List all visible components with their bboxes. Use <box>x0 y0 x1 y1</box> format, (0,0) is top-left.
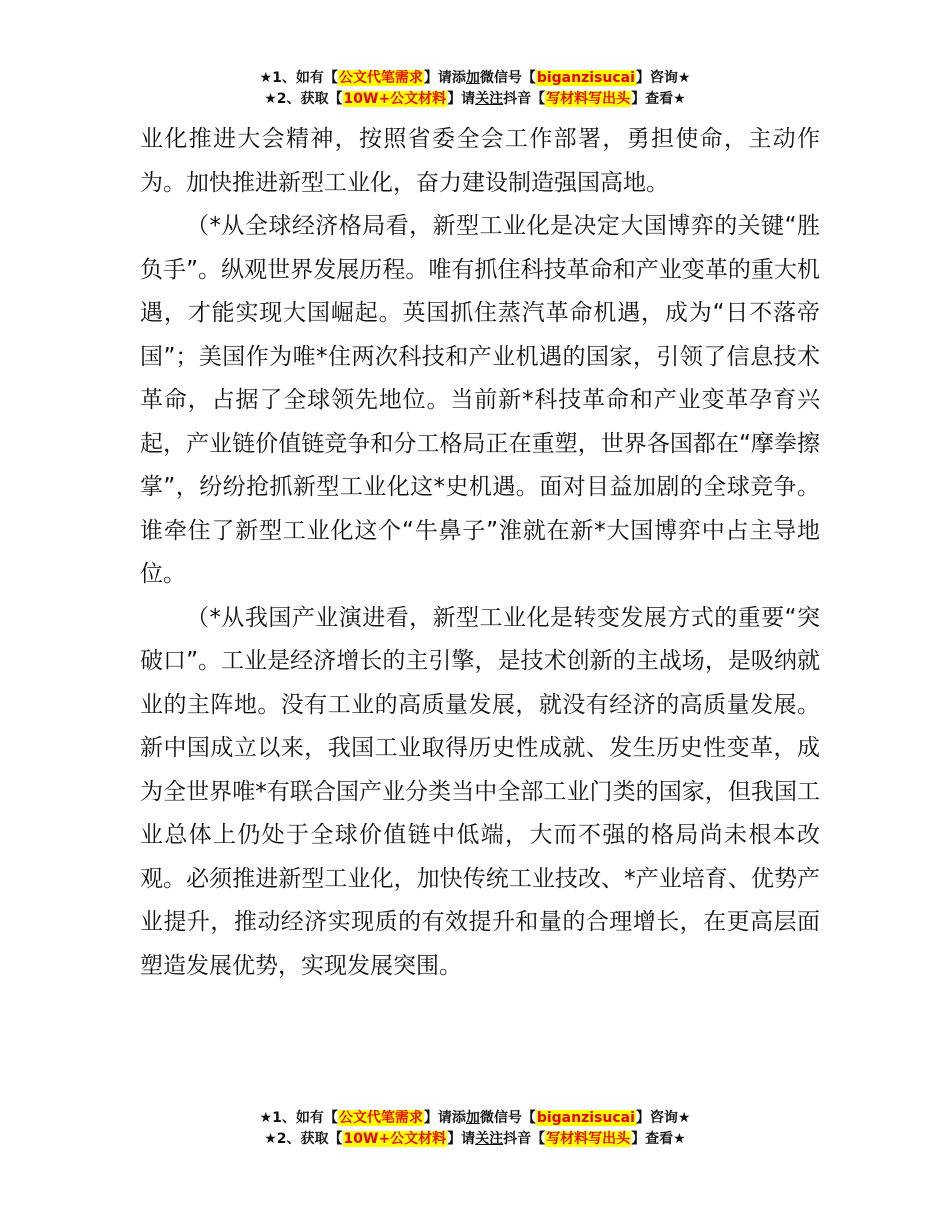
banner-text: ★2、获取【 <box>264 1131 343 1147</box>
banner-text: 】咨询★ <box>635 1110 691 1126</box>
header-banner <box>0 68 950 110</box>
paragraph-3: （*从我国产业演进看，新型工业化是转变发展方式的重要“突破口”。工业是经济增长的主引擎，是技术创新的主战场，是吸纳就业的主阵地。没有工业的高质量发展，就没有经济的高质量发展。新中国成立以来，我国工业取得历史性成就、发生历史性变革，成为全世界唯*有联合国产业分类当中全部工业门类的国家，但我国工业总体上仍处于全球价值链中低端，大而不强的格局尚未根本改观。必须推进新型工业化，加快传统工业技改、*产业培育、优势产业提升，推动经济实现质的有效提升和量的合理增长，在更高层面塑造发展优势，实现发展突围。 <box>140 604 820 979</box>
paragraph-2: （*从全球经济格局看，新型工业化是决定大国博弈的关键“胜负手”。纵观世界发展历程。唯有抓住科技革命和产业变革的重大机遇，才能实现大国崛起。英国抓住蒸汽革命机遇，成为“日不落帝国”；美国作为唯*住两次科技和产业机遇的国家，引领了信息技术革命，占据了全球领先地位。当前新*科技革命和产业变革孕育兴起，产业链价值链竞争和分工格局正在重塑，世界各国都在“摩拳擦掌”，纷纷抢抓新型工业化这*史机遇。面对目益加剧的全球竞争。谁牵住了新型工业化这个“牛鼻子”淮就在新*大国博弈中占主导地位。 <box>140 213 820 587</box>
highlight-wechat-id: biganzisucai <box>536 1110 635 1126</box>
banner-line-1 <box>0 68 950 89</box>
banner-text: 】咨询★ <box>635 70 691 86</box>
banner-text: ★2、获取【 <box>264 91 343 107</box>
highlight-douyin-account: 写材料写出头 <box>546 1131 631 1147</box>
document-body <box>140 118 820 988</box>
banner-text: ★1、如有【 <box>259 1110 338 1126</box>
banner-text: 】查看★ <box>631 91 686 107</box>
banner-line-2 <box>0 1129 950 1150</box>
highlight-wechat-id: biganzisucai <box>536 70 635 86</box>
banner-line-1 <box>0 1108 950 1129</box>
footer-banner <box>0 1108 950 1150</box>
highlight-service: 公文代笔需求 <box>338 70 423 86</box>
underlined-text: 关注 <box>475 91 504 107</box>
banner-text: 微信号【 <box>479 70 536 86</box>
highlight-materials: 10W+公文材料 <box>343 1131 447 1147</box>
banner-text: 抖音【 <box>503 91 546 107</box>
banner-text: 】请添 <box>423 1110 466 1126</box>
banner-text: ★1、如有【 <box>259 70 338 86</box>
banner-text: 】请添 <box>423 70 466 86</box>
banner-text: 抖音【 <box>503 1131 546 1147</box>
underlined-text: 关注 <box>475 1131 504 1147</box>
banner-text: 微信号【 <box>479 1110 536 1126</box>
highlight-douyin-account: 写材料写出头 <box>546 91 631 107</box>
highlight-service: 公文代笔需求 <box>338 1110 423 1126</box>
banner-text: 】请 <box>447 91 476 107</box>
underlined-text: 加 <box>465 1110 480 1126</box>
paragraph-1: 业化推进大会精神，按照省委全会工作部署，勇担使命，主动作为。加快推进新型工业化，奋力建设制造强国高地。 <box>140 126 820 196</box>
underlined-text: 加 <box>465 70 480 86</box>
banner-line-2 <box>0 89 950 110</box>
banner-text: 】查看★ <box>631 1131 686 1147</box>
banner-text: 】请 <box>447 1131 476 1147</box>
highlight-materials: 10W+公文材料 <box>343 91 447 107</box>
